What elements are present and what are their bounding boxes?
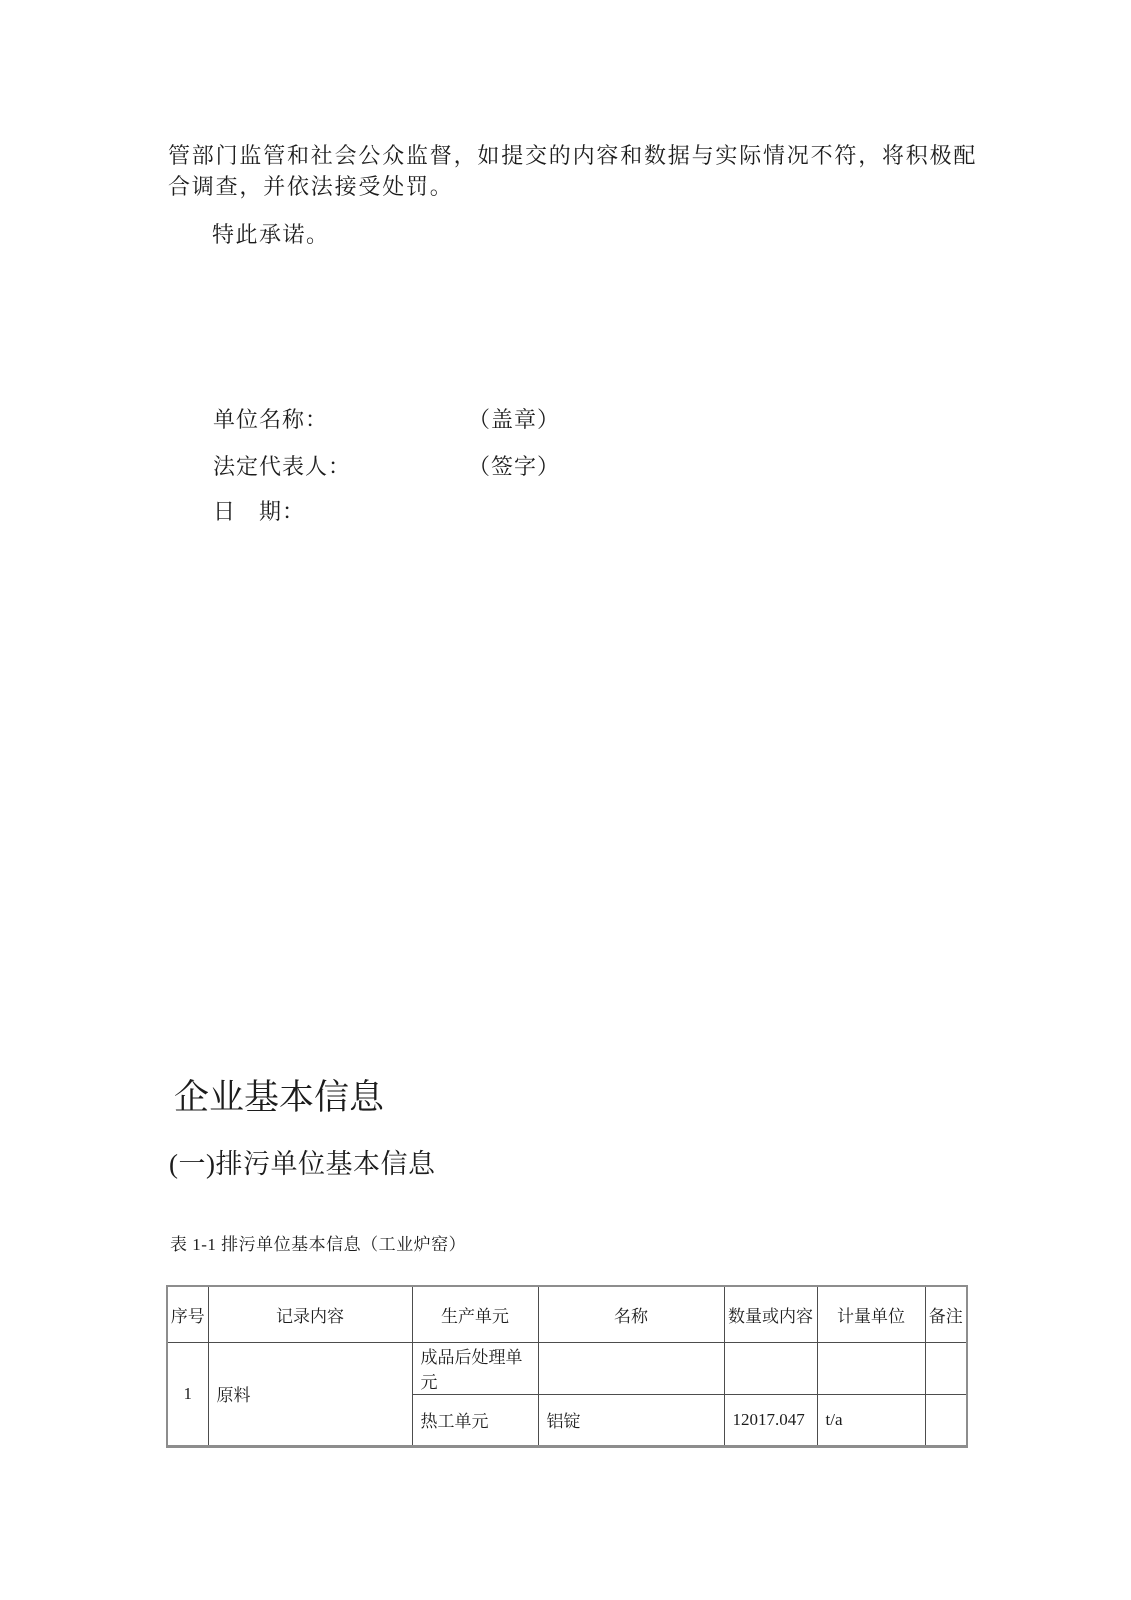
- cell-note: [925, 1394, 967, 1446]
- column-header-record-content: 记录内容: [208, 1286, 412, 1342]
- column-header-quantity: 数量或内容: [724, 1286, 817, 1342]
- column-header-name: 名称: [538, 1286, 724, 1342]
- cell-seq: 1: [167, 1342, 208, 1446]
- table-row: [167, 1342, 967, 1394]
- cell-name: [538, 1342, 724, 1394]
- cell-note: [925, 1342, 967, 1394]
- paragraph-line-1: 管部门监管和社会公众监督，如提交的内容和数据与实际情况不符，将积极配: [168, 143, 978, 168]
- seal-hint: （盖章）: [468, 407, 561, 432]
- column-header-seq: 序号: [167, 1286, 208, 1342]
- table-caption: 表 1-1 排污单位基本信息（工业炉窑）: [170, 1235, 467, 1254]
- signature-row-date: [213, 497, 713, 527]
- promise-line: 特此承诺。: [212, 222, 330, 247]
- cell-production-unit: 热工单元: [412, 1394, 538, 1446]
- cell-name: 铝锭: [538, 1394, 724, 1446]
- cell-measure-unit: t/a: [817, 1394, 925, 1446]
- legal-rep-label: 法定代表人：: [213, 454, 352, 479]
- column-header-note: 备注: [925, 1286, 967, 1342]
- cell-production-unit: 成品后处理单元: [412, 1342, 538, 1394]
- section-title: 企业基本信息: [174, 1078, 385, 1117]
- table-header-row: [167, 1286, 967, 1342]
- signature-row-unit-name: [213, 405, 713, 435]
- section-subtitle: (一)排污单位基本信息: [169, 1149, 436, 1179]
- cell-record-content: 原料: [208, 1342, 412, 1446]
- commitment-paragraph: [168, 140, 983, 202]
- paragraph-line-2: 合调查，并依法接受处罚。: [168, 174, 454, 199]
- unit-name-label: 单位名称：: [213, 407, 329, 432]
- cell-measure-unit: [817, 1342, 925, 1394]
- date-label: 日 期：: [213, 499, 306, 524]
- basic-info-table: [166, 1285, 968, 1448]
- cell-quantity: [724, 1342, 817, 1394]
- cell-quantity: 12017.047: [724, 1394, 817, 1446]
- column-header-measure-unit: 计量单位: [817, 1286, 925, 1342]
- signature-hint: （签字）: [468, 454, 561, 479]
- signature-row-legal-rep: [213, 452, 713, 482]
- column-header-production-unit: 生产单元: [412, 1286, 538, 1342]
